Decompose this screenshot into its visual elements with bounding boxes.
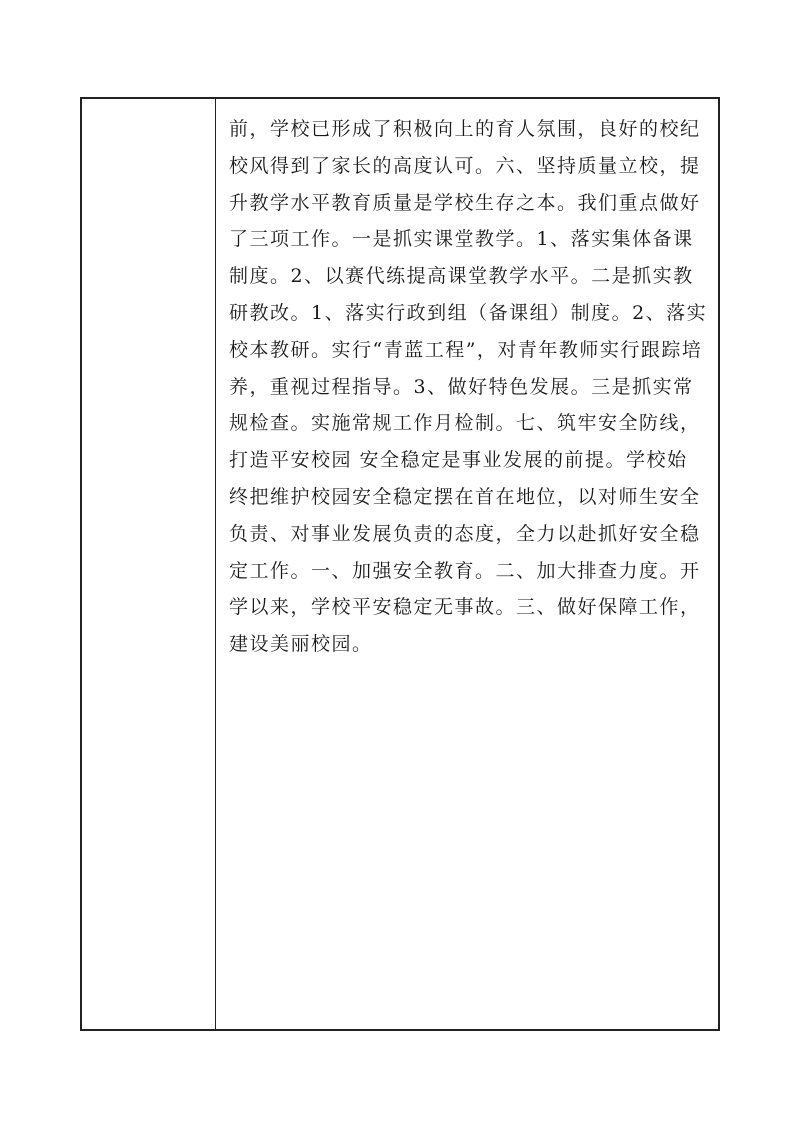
text-line-14: 学以来，学校平安稳定无事故。三、做好保障工作， (229, 596, 701, 619)
text-line-11: 终把维护校园安全稳定摆在首在地位，以对师生安全 (229, 485, 701, 508)
text-line-9: 规检查。实施常规工作月检制。七、筑牢安全防线， (229, 412, 701, 435)
text-line-15: 建设美丽校园。 (229, 633, 373, 656)
report-body-text (229, 99, 709, 663)
text-line-6: 研教改。1、落实行政到组（备课组）制度。2、落实 (229, 301, 708, 324)
text-line-8: 养，重视过程指导。3、做好特色发展。三是抓实常 (229, 375, 694, 398)
text-line-10: 打造平安校园 安全稳定是事业发展的前提。学校始 (229, 449, 688, 472)
text-line-4: 了三项工作。一是抓实课堂教学。1、落实集体备课 (229, 228, 694, 251)
text-line-1: 前，学校已形成了积极向上的育人氛围，良好的校纪 (229, 118, 701, 140)
text-line-3: 升教学水平教育质量是学校生存之本。我们重点做好 (229, 191, 701, 214)
text-line-5: 制度。2、以赛代练提高课堂教学水平。二是抓实教 (229, 265, 694, 288)
form-table (80, 97, 720, 1031)
content-column-cell (217, 99, 718, 1029)
label-column-cell (82, 99, 216, 1029)
text-line-13: 定工作。一、加强安全教育。二、加大排查力度。开 (229, 559, 701, 582)
text-line-7: 校本教研。实行“青蓝工程”，对青年教师实行跟踪培 (229, 338, 703, 361)
text-line-2: 校风得到了家长的高度认可。六、坚持质量立校，提 (229, 154, 701, 177)
text-line-12: 负责、对事业发展负责的态度，全力以赴抓好安全稳 (229, 522, 701, 545)
